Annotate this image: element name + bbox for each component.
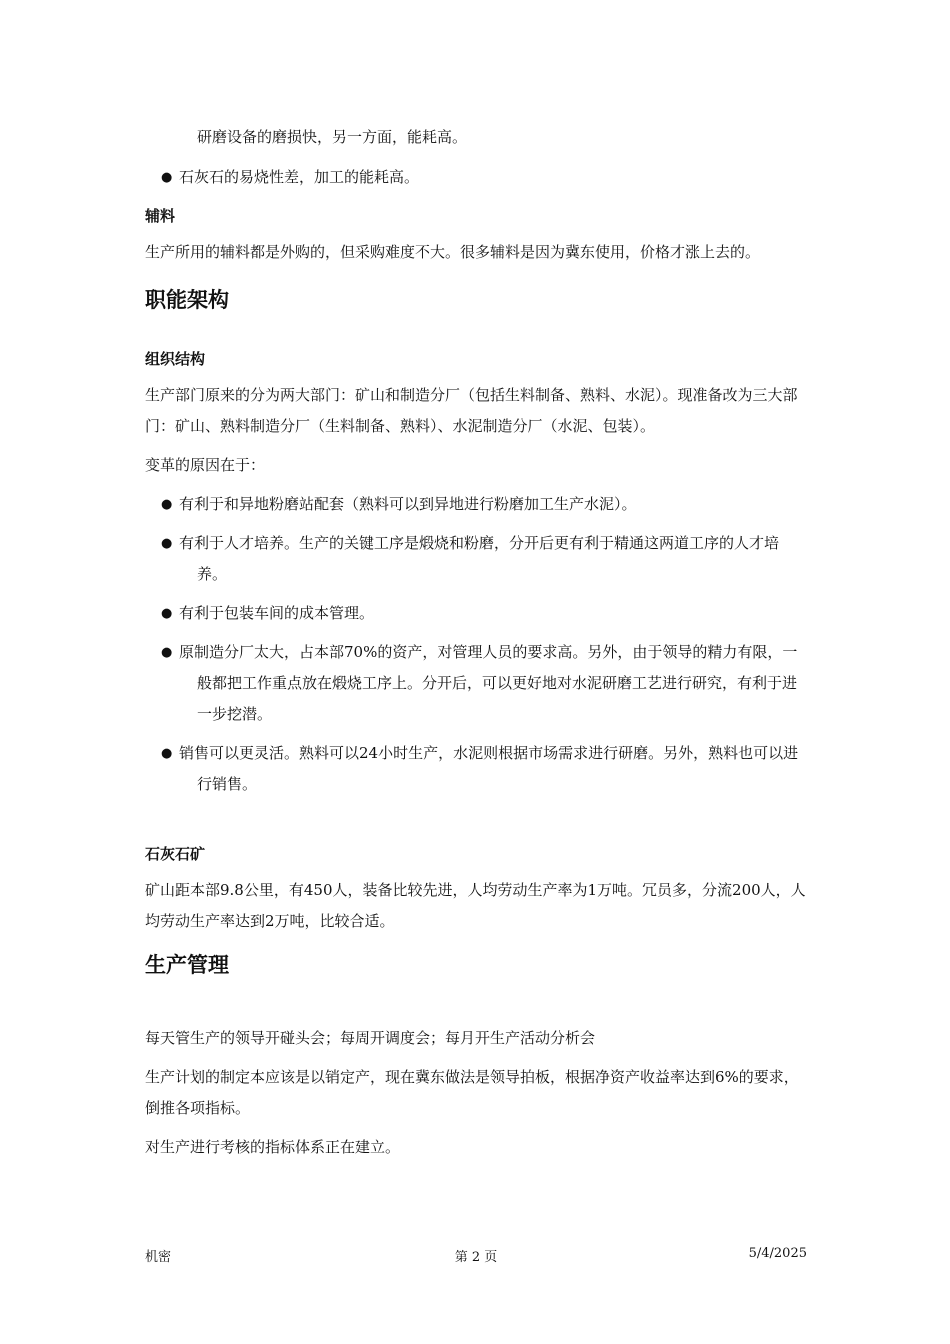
org-structure-text: 生产部门原来的分为两大部门：矿山和制造分厂（包括生料制备、熟料、水泥）。现准备改为三大部门：矿山、熟料制造分厂（生料制备、熟料）、水泥制造分厂（水泥、包装）。: [145, 386, 798, 435]
continued-bullet-text: 研磨设备的磨损快，另一方面，能耗高。: [197, 128, 468, 146]
production-paragraph: 生产计划的制定本应该是以销定产，现在冀东做法是领导拍板，根据净资产收益率达到6%的要求，倒推各项指标。: [145, 1068, 799, 1117]
section-title-production: 生产管理: [145, 953, 229, 977]
production-paragraph: 每天管生产的领导开碰头会；每周开调度会；每月开生产活动分析会: [145, 1029, 596, 1047]
auxiliary-heading: 辅料: [145, 207, 176, 225]
reason-item: ● 有利于和异地粉磨站配套（熟料可以到异地进行粉磨加工生产水泥）。: [145, 489, 807, 520]
page-footer: [145, 1246, 807, 1266]
reason-item: ● 有利于人才培养。生产的关键工序是煅烧和粉磨，分开后更有利于精通这两道工序的人才培养。: [145, 528, 807, 590]
intro-bullet-list: [145, 162, 807, 193]
reason-item: ● 销售可以更灵活。熟料可以24小时生产，水泥则根据市场需求进行研磨。另外，熟料也可以进行销售。: [145, 738, 807, 800]
org-structure-heading: 组织结构: [145, 350, 206, 368]
limestone-text: 矿山距本部9.8公里，有450人，装备比较先进，人均劳动生产率为1万吨。冗员多，分流200人，人均劳动生产率达到2万吨，比较合适。: [145, 881, 806, 930]
section-title-function: 职能架构: [145, 288, 229, 312]
footer-page-number: 第 2 页: [454, 1250, 498, 1265]
production-paragraph: 对生产进行考核的指标体系正在建立。: [145, 1138, 401, 1156]
footer-date: 5/4/2025: [748, 1246, 807, 1261]
reason-intro-text: 变革的原因在于：: [145, 456, 266, 474]
reason-item: ● 原制造分厂太大，占本部70%的资产，对管理人员的要求高。另外，由于领导的精力有限，一般都把工作重点放在煅烧工序上。分开后，可以更好地对水泥研磨工艺进行研究，有利于进一步挖潜。: [145, 637, 807, 730]
page-content: [145, 122, 807, 1171]
reason-bullet-list: [145, 489, 807, 800]
reason-item: ● 有利于包装车间的成本管理。: [145, 598, 807, 629]
limestone-heading: 石灰石矿: [145, 845, 206, 863]
footer-confidential: 机密: [145, 1250, 172, 1265]
bullet-item: ● 石灰石的易烧性差，加工的能耗高。: [145, 162, 807, 193]
auxiliary-text: 生产所用的辅料都是外购的，但采购难度不大。很多辅料是因为冀东使用，价格才涨上去的。: [145, 243, 761, 261]
